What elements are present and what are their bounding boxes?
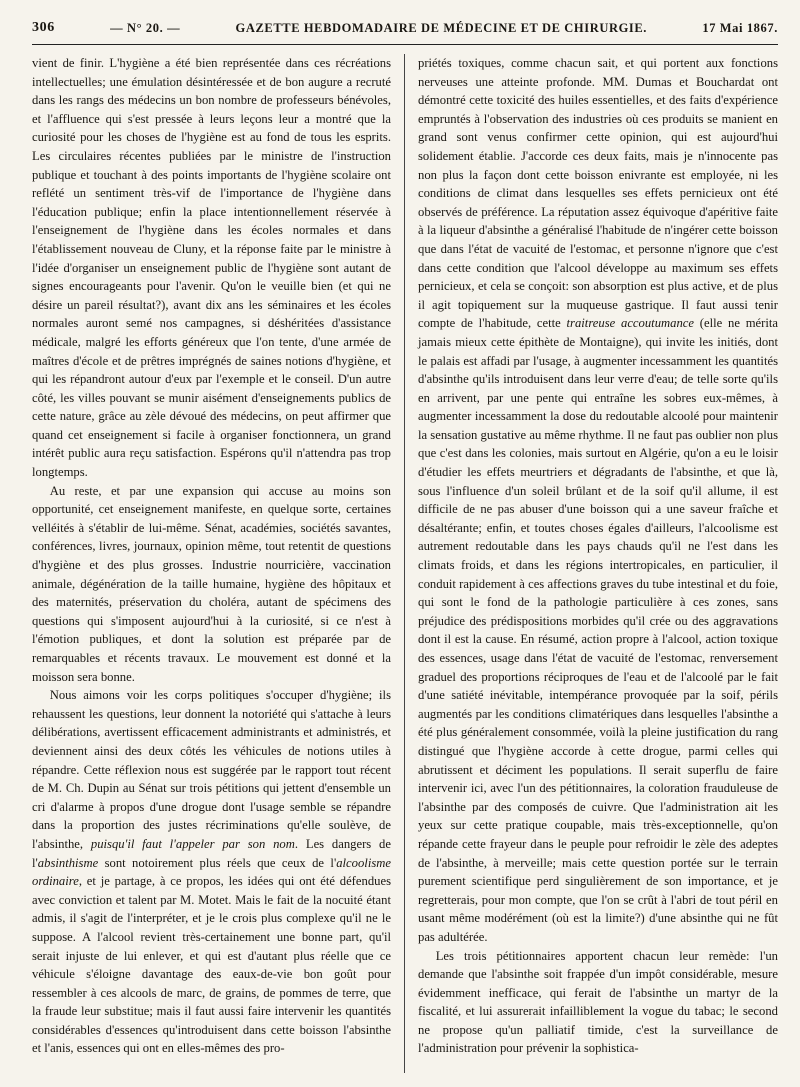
header-rule: [32, 44, 778, 45]
paragraph: Les trois pétitionnaires apportent chacun leur remède: l'un demande que l'absinthe soit frappée d'un impôt considérable, mesure évidemment inefficace, qui ferait de l'absinthe un martyr de la fiscalité, et lui assurerait infailliblement la vogue du tabac; le second ne propose qu'un palliatif timide, c'est la surveillance de l'administration pour prévenir la sophistica-: [418, 948, 778, 1056]
left-column: [32, 54, 405, 1073]
paragraph: Nous aimons voir les corps politiques s'occuper d'hygiène; ils rehaussent les questions, leur donnent la notoriété qui s'attache à leurs délibérations, avertissent efficacement administrants et administrés, et deviennent ainsi des deux côtés les véhicules de notions utiles à répandre. Cette réflexion nous est suggérée par le rapport tout récent de M. Ch. Dupin au Sénat sur trois pétitions qui jettent d'ensemble un cri d'alarme à propos d'une drogue dont l'usage semble se répandre dans la proportion des justes récriminations qu'elle soulève, de l'absinthe, puisqu'il faut l'appeler par son nom. Les dangers de l'absinthisme sont notoirement plus réels que ceux de l'alcoolisme ordinaire, et je partage, à ce propos, les idées qui ont été défendues avec conviction et talent par M. Motet. Mais le fait de la nocuité étant admis, il s'agit de l'interpréter, et je le crois plus complexe qu'il ne le suppose. A l'alcool revient très-certainement une bonne part, qu'il serait injuste de lui enlever, et qui est d'autant plus réelle que ce véhicule s'éloigne davantage des eaux-de-vie bon goût pour ressembler à ces alcools de marc, de grains, de pommes de terre, que la fraude leur substitue; mais il faut aussi faire intervenir les quantités considérables d'essences qu'introduisent dans cette boisson l'absinthe et l'anis, essences qui ont en elles-mêmes des pro-: [32, 688, 391, 1056]
paragraph: vient de finir. L'hygiène a été bien représentée dans ces récréations intellectuelles; une émulation désintéressée et de bon augure a recruté dans les rangs des médecins un bon nombre de professeurs bénévoles, et l'affluence qui s'est pressée à leurs leçons leur a montré que la curiosité pour les choses de l'hygiène est au fond de tous les esprits. Les circulaires récentes publiées par le ministre de l'instruction publique et touchant à des points importants de l'hygiène scolaire ont reflété un sentiment très-vif de l'importance de l'hygiène dans l'éducation publique; enfin la place intentionnellement réservée à l'enseignement de l'hygiène dans les écoles normales et dans l'établissement nouveau de Cluny, et la réponse faite par le ministre à l'idée d'organiser un enseignement public de l'hygiène sont autant de signes encourageants pour l'avenir. Qu'on le veuille bien (et qui ne désire un pareil résultat?), avant dix ans les séminaires et les écoles normales auront semé nos campagnes, si déshéritées d'assistance médicale, malgré les efforts généreux que l'on tente, d'une armée de maîtres d'école et de prêtres imprégnés de saines notions d'hygiène, et qui les répandront autour d'eux par l'exemple et le conseil. D'un autre côté, les villes pouvant se munir aisément d'enseignements publics de cette nature, grâce au zèle dévoué des médecins, on peut affirmer que quand cet enseignement si facile à organiser fonctionnera, un grand intérêt public aura reçu satisfaction. Espérons qu'il n'attendra pas trop longtemps.: [32, 56, 391, 480]
article-body: [32, 54, 778, 1073]
paragraph: Au reste, et par une expansion qui accuse au moins son opportunité, cet enseignement manifeste, en quelque sorte, certaines velléités à s'établir de lui-même. Sénat, académies, sociétés savantes, conférences, livres, journaux, opinion même, tout retentit de questions d'hygiène et des plus grosses. Industrie nourricière, vaccination animale, dégénération de la taille humaine, hygiène des hôpitaux et des maternités, préservation du choléra, autant de spécimens des questions qui s'imposent aujourd'hui à la curiosité, si ce n'est à l'émotion publiques, et dont la solution est préparée par de remarquables et récents travaux. Le mouvement est donné et la moisson sera bonne.: [32, 483, 391, 684]
page-header: [32, 8, 778, 36]
right-column: [405, 54, 778, 1073]
paragraph: priétés toxiques, comme chacun sait, et qui portent aux fonctions nerveuses une atteinte profonde. MM. Dumas et Bouchardat ont démontré cette toxicité des huiles essentielles, et des faits d'expérience empruntés à l'observation des industries où ces produits se manient en grand sont venus confirmer cette opinion, qui est aujourd'hui solidement établie. J'accorde ces deux faits, mais je n'innocente pas non plus la façon dont cette boisson enivrante est employée, ni les conditions de climat dans lesquelles ses effets pernicieux ont été observés de préférence. La réputation assez équivoque d'apéritive faite à la liqueur d'absinthe a généralisé l'habitude de n'ingérer cette boisson que dans l'état de vacuité de l'estomac, et personne n'ignore que c'est dans cette condition que l'alcool développe au maximum ses effets pernicieux, et cela se conçoit: son absorption est plus active, et de plus il agit topiquement sur la muqueuse gastrique. Il faut aussi tenir compte de l'habitude, cette traitreuse accoutumance (elle ne mérita jamais mieux cette épithète de Montaigne), qui invite les initiés, dont le palais est affadi par l'usage, à augmenter incessamment les quantités d'absinthe qu'ils introduisent dans leur verre d'eau; de telle sorte qu'ils en arrivent, par une pente qui entraîne les sobres eux-mêmes, à augmenter incessamment la dose du redoutable alcoolé pour maintenir la sensation gustative au même rhythme. Il ne faut pas oublier non plus que c'est dans les colonies, mais surtout en Algérie, qu'on a eu le loisir d'étudier les effets meurtriers et dégradants de l'absinthe, et que là, sous l'influence d'un soleil brûlant et de la soif qu'il allume, il est difficile de ne pas abuser d'une boisson qui a une saveur fraîche et désaltérante; enfin, et toutes choses égales d'ailleurs, l'alcoolisme est autrement redoutable dans les pays chauds qu'il ne l'est dans les climats froids, et dans les régions intertropicales, en particulier, il conduit rapidement à ces affections graves du tube intestinal et du foie, qui sont le fond de la pathologie particulière à ces zones, sans préjudice des prédispositions morbides qu'il crée ou des aggravations dont il est la cause. En résumé, action propre à l'alcool, action toxique des essences, usage dans l'état de vacuité de l'estomac, renversement graduel des proportions réciproques de l'eau et de l'alcoolé par le fait d'une satiété inévitable, intempérance provoquée par la soif, périls augmentés par les conditions climatériques dans lesquelles l'absinthe a été plus généralement consommée, voilà la pleine justification du rang distingué que l'hygiène accorde à cette drogue, parmi celles qui abrutissent et déciment les populations. Il serait superflu de faire intervenir ici, avec l'un des pétitionnaires, la coloration frauduleuse de l'absinthe par des composés de cuivre. Que l'administration ait les yeux sur cette pratique coupable, mais très-exceptionnelle, qu'on répande cette frayeur dans le peuple pour refroidir le zèle des adeptes de l'absinthe, à merveille; mais cette question portée sur le terrain purement scientifique perd singulièrement de son importance, et je regretterais, pour mon compte, que l'on se crût à l'abri de tout péril en usant même modérément (où est la limite?) d'une absinthe qui ne fût pas adultérée.: [418, 56, 778, 944]
issue-number: — N° 20. —: [110, 21, 181, 35]
journal-title: GAZETTE HEBDOMADAIRE DE MÉDECINE ET DE CHIRURGIE.: [235, 21, 648, 35]
issue-date: 17 Mai 1867.: [702, 21, 778, 35]
page-number: 306: [32, 20, 55, 35]
